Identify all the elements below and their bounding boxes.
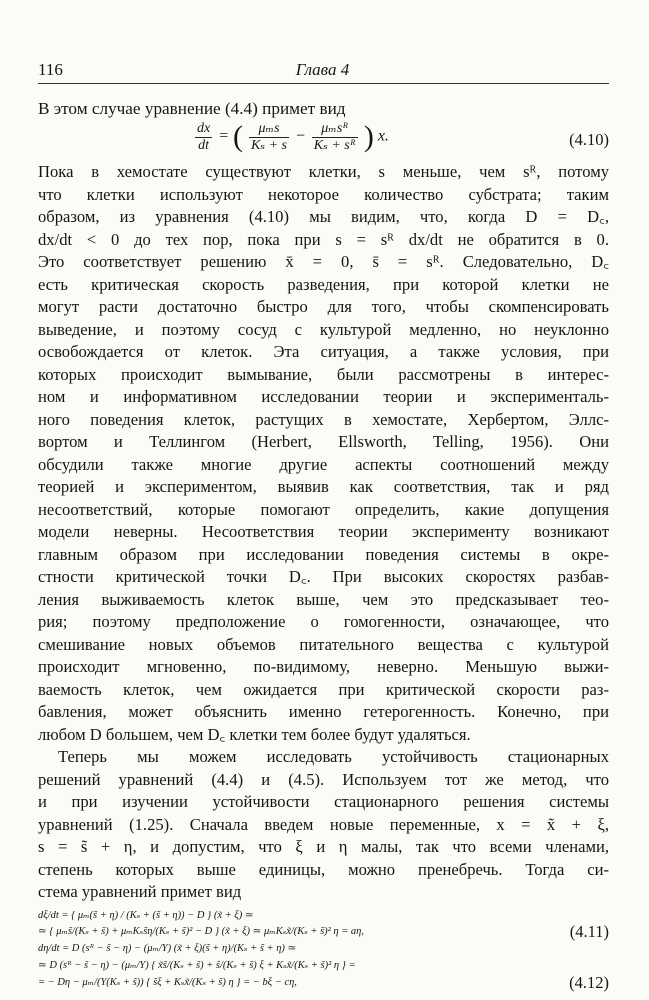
text-line: ного поведения клеток, растущих в хемостате, Хербертом, Эллс-: [38, 409, 609, 429]
text-line: есть критическая скорость разведения, при которой клетки не: [38, 274, 609, 294]
text-line: Это соответствует решению x̄ = 0, s̄ = sᴿ. Следовательно, D꜀: [38, 252, 609, 271]
text-line: смешивание новых объемов питательного вещества с культурой: [38, 634, 609, 654]
text-line: происходит мгновенно, по-видимому, неверно. Меньшую выжи-: [38, 657, 609, 676]
text-line: ления выживаемость клеток выше, чем это предсказывает тео-: [38, 589, 609, 609]
text-line: dx/dt < 0 до тех пор, пока при s = sᴿ dx/dt не обратится в 0.: [38, 229, 609, 249]
equation-4-12-line-3: = − Dη − μₘ/(Y(Kₛ + s̃)) { s̃ξ + Kₛx̃/(Kₛ + s̃) η } = − bξ − cη, (4.12): [38, 973, 609, 993]
equation-number: (4.11): [569, 922, 609, 942]
equation-4-11-line-1: dξ/dt = { μₘ(s̃ + η) / (Kₛ + (s̃ + η)) − D } (x̃ + ξ) ≃: [38, 909, 254, 921]
text-line: любом D большем, чем D꜀ клетки тем более будут удаляться.: [38, 724, 471, 744]
equation-4-12-line-2: ≃ D (sᴿ − s̃ − η) − (μₘ/Y) { x̃s̃/(Kₛ + s̃) + s̃/(Kₛ + s̃) ξ + Kₛx̃/(Kₛ + s̃)² η } =: [38, 960, 356, 972]
text-line: выведение, и поэтому сосуд с культурой медленно, но неуклонно: [38, 319, 609, 339]
page-number: 116: [38, 60, 63, 79]
text-line: стема уравнений примет вид: [38, 882, 242, 901]
equation-number: (4.12): [569, 973, 609, 993]
text-line: уравнений (1.25). Сначала введем новые переменные, x = x̃ + ξ,: [38, 814, 609, 834]
text-line: стности критической точки D꜀. При высоких скоростях разбав-: [38, 567, 609, 586]
text-line: решений уравнений (4.4) и (4.5). Используем тот же метод, что: [38, 769, 609, 789]
text-line: бавления, может объяснить именно гетерогенность. Конечно, при: [38, 702, 609, 721]
chapter-title: Глава 4: [295, 60, 350, 79]
text-line: Пока в хемостате существуют клетки, s меньше, чем sᴿ, потому: [38, 162, 609, 181]
text-line: степень которых выше единицы, можно пренебречь. Тогда си-: [38, 859, 609, 879]
text-line: Теперь мы можем исследовать устойчивость стационарных: [58, 747, 609, 766]
equation-4-12-line-1: dη/dt = D (sᴿ − s̃ − η) − (μₘ/Y) (x̃ + ξ)(s̃ + η)/(Kₛ + s̃ + η) ≃: [38, 943, 297, 955]
text-line: вортом и Теллингом (Herbert, Ellsworth, Telling, 1956). Они: [38, 432, 609, 451]
text-line: освобождается от клеток. Эта ситуация, а также условия, при: [38, 342, 609, 361]
text-line: теорией и экспериментом, выявив как соответствия, так и ряд: [38, 477, 609, 496]
text-line: могут расти достаточно быстро для того, чтобы скомпенсировать: [38, 297, 609, 316]
text-line: s = s̃ + η, и допустим, что ξ и η малы, так что всеми членами,: [38, 837, 609, 856]
text-line: что клетки используют некоторое количество субстрата; таким: [38, 184, 609, 204]
text-line: модели неверны. Несоответствия теории эксперименту возникают: [38, 522, 609, 541]
equation-number: (4.10): [569, 130, 609, 149]
equation-4-11-line-2: ≃ { μₘs̃/(Kₛ + s̃) + μₘKₛs̃η/(Kₛ + s̃)² − D } (x̃ + ξ) ≃ μₘKₛx̃/(Kₛ + s̃)² η = aη, (4.11): [38, 922, 609, 942]
text-line: обсудили также многие другие аспекты соотношений между: [38, 454, 609, 474]
text-line: образом, из уравнения (4.10) мы видим, что, когда D = D꜀,: [38, 207, 609, 226]
text-line: рия; поэтому предположение о гомогенности, означающее, что: [38, 612, 609, 631]
text-line: которых происходит вымывание, были рассмотрены в интерес-: [38, 364, 609, 384]
text-line: ном и информативном исследовании теории и эксперименталь-: [38, 387, 609, 406]
intro-line: В этом случае уравнение (4.4) примет вид: [38, 99, 346, 118]
text-line: главным образом при исследовании поведения системы в окре-: [38, 544, 609, 564]
text-line: несоответствий, которые помогают определить, какие допущения: [38, 499, 609, 519]
text-line: и при изучении устойчивости стационарного решения системы: [38, 792, 609, 811]
equation-4-10: $\frac{dx}{dt}$ = ( $\frac{\text{μₘs}}{\text{Kₛ + s}}$ − $\frac{\text{μₘsᴿ}}{\text{Kₛ + sᴿ}}$ ) x. (4.10): [197, 120, 609, 153]
text-line: ваемость клеток, чем ожидается при критической скорости раз-: [38, 679, 609, 699]
